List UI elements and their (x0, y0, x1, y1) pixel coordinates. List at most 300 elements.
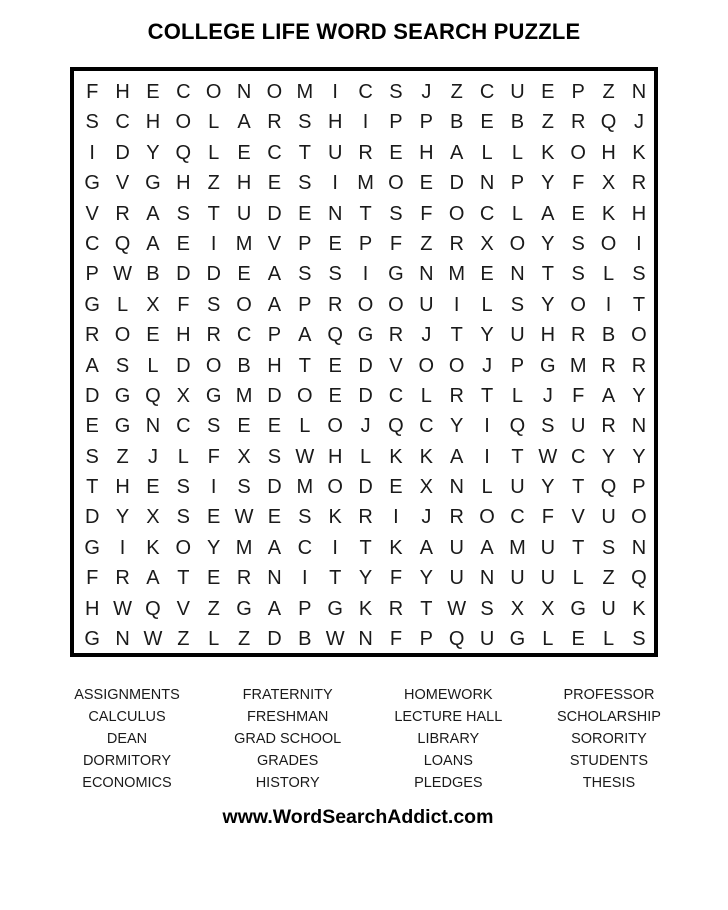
grid-cell[interactable]: S (115, 354, 130, 377)
grid-cell[interactable]: F (207, 445, 220, 468)
grid-cell[interactable]: A (237, 111, 251, 134)
grid-cell[interactable]: F (420, 202, 433, 225)
grid-cell[interactable]: L (481, 476, 493, 499)
grid-cell[interactable]: I (210, 476, 217, 499)
grid-cell[interactable]: T (298, 354, 311, 377)
grid-cell[interactable]: L (511, 202, 523, 225)
grid-cell[interactable]: X (480, 232, 494, 255)
grid-cell[interactable]: R (388, 597, 404, 620)
grid-cell[interactable]: X (146, 506, 160, 529)
grid-cell[interactable]: U (510, 476, 525, 499)
grid-cell[interactable]: W (113, 597, 132, 620)
grid-cell[interactable]: U (510, 567, 525, 590)
grid-cell[interactable]: M (296, 81, 314, 103)
grid-cell[interactable]: L (117, 293, 129, 316)
grid-cell[interactable]: K (389, 445, 403, 468)
grid-cell[interactable]: R (601, 415, 616, 438)
grid-cell[interactable]: D (449, 172, 464, 195)
grid-cell[interactable]: Q (448, 628, 465, 651)
grid-cell[interactable]: L (603, 628, 615, 651)
grid-cell[interactable]: T (572, 536, 585, 559)
grid-cell[interactable]: E (146, 81, 160, 103)
grid-cell[interactable]: N (358, 628, 373, 651)
grid-cell[interactable]: Y (450, 415, 464, 438)
grid-cell[interactable]: R (449, 384, 464, 407)
grid-cell[interactable]: O (388, 293, 404, 316)
grid-cell[interactable]: U (570, 415, 586, 438)
grid-cell[interactable]: O (175, 536, 192, 559)
grid-cell[interactable]: X (176, 384, 190, 407)
grid-cell[interactable]: G (84, 536, 100, 559)
grid-cell[interactable]: T (359, 202, 372, 225)
grid-cell[interactable]: V (85, 202, 99, 225)
grid-cell[interactable]: A (298, 324, 312, 347)
grid-cell[interactable]: N (479, 567, 495, 590)
grid-cell[interactable]: C (84, 232, 100, 255)
grid-cell[interactable]: R (267, 111, 282, 134)
grid-cell[interactable]: E (389, 476, 403, 499)
grid-cell[interactable]: P (632, 476, 646, 499)
grid-cell[interactable]: A (267, 263, 282, 286)
grid-cell[interactable]: X (237, 445, 251, 468)
grid-cell[interactable]: A (146, 567, 160, 590)
grid-cell[interactable]: D (176, 263, 191, 286)
grid-cell[interactable]: N (479, 172, 495, 195)
grid-cell[interactable]: A (450, 141, 464, 164)
grid-cell[interactable]: D (84, 506, 100, 529)
grid-cell[interactable]: T (329, 567, 342, 590)
grid-cell[interactable]: H (601, 141, 616, 164)
grid-cell[interactable]: E (328, 384, 342, 407)
grid-cell[interactable]: I (119, 536, 126, 559)
grid-cell[interactable]: L (177, 445, 189, 468)
grid-cell[interactable]: B (146, 263, 160, 286)
grid-cell[interactable]: J (360, 415, 371, 438)
grid-cell[interactable]: A (601, 384, 616, 407)
grid-cell[interactable]: R (570, 111, 586, 134)
grid-cell[interactable]: F (572, 172, 585, 195)
grid-cell[interactable]: Z (541, 111, 554, 134)
grid-cell[interactable]: T (450, 324, 463, 347)
grid-cell[interactable]: G (570, 597, 586, 620)
grid-cell[interactable]: P (571, 81, 585, 103)
grid-cell[interactable]: E (541, 81, 555, 103)
grid-cell[interactable]: I (484, 445, 490, 468)
grid-cell[interactable]: S (541, 415, 555, 438)
grid-cell[interactable]: W (447, 597, 467, 620)
grid-cell[interactable]: Y (115, 506, 130, 529)
grid-cell[interactable]: L (481, 141, 493, 164)
grid-cell[interactable]: W (234, 506, 254, 529)
grid-cell[interactable]: E (207, 506, 221, 529)
grid-cell[interactable]: L (208, 141, 220, 164)
grid-cell[interactable]: Y (480, 324, 494, 347)
grid-cell[interactable]: O (570, 293, 586, 316)
grid-cell[interactable]: R (449, 506, 464, 529)
grid-cell[interactable]: P (389, 111, 403, 134)
grid-cell[interactable]: Z (602, 567, 615, 590)
grid-cell[interactable]: I (393, 506, 399, 529)
grid-cell[interactable]: C (176, 81, 191, 103)
grid-cell[interactable]: L (572, 567, 584, 590)
grid-cell[interactable]: H (115, 476, 130, 499)
grid-cell[interactable]: Z (450, 81, 463, 103)
grid-cell[interactable]: C (479, 81, 495, 103)
grid-cell[interactable]: C (510, 506, 525, 529)
grid-cell[interactable]: U (236, 202, 252, 225)
grid-cell[interactable]: I (636, 232, 642, 255)
grid-cell[interactable]: A (146, 232, 160, 255)
grid-cell[interactable]: X (541, 597, 555, 620)
grid-cell[interactable]: C (479, 202, 495, 225)
grid-cell[interactable]: E (85, 415, 99, 438)
grid-cell[interactable]: I (605, 293, 612, 316)
grid-cell[interactable]: E (298, 202, 312, 225)
grid-cell[interactable]: D (358, 476, 373, 499)
grid-cell[interactable]: U (449, 567, 464, 590)
grid-cell[interactable]: N (419, 263, 434, 286)
grid-cell[interactable]: Q (600, 111, 617, 134)
grid-cell[interactable]: S (85, 111, 99, 134)
grid-cell[interactable]: T (632, 293, 646, 316)
grid-cell[interactable]: K (632, 141, 646, 164)
grid-cell[interactable]: H (84, 597, 100, 620)
grid-cell[interactable]: L (147, 354, 159, 377)
grid-cell[interactable]: K (358, 597, 373, 620)
grid-cell[interactable]: I (362, 263, 369, 286)
grid-cell[interactable]: C (297, 536, 313, 559)
grid-cell[interactable]: H (176, 172, 191, 195)
grid-cell[interactable]: R (388, 324, 404, 347)
grid-cell[interactable]: Y (358, 567, 373, 590)
grid-cell[interactable]: E (328, 232, 342, 255)
grid-cell[interactable]: C (176, 415, 191, 438)
grid-cell[interactable]: R (358, 141, 373, 164)
grid-cell[interactable]: S (389, 202, 403, 225)
grid-cell[interactable]: N (145, 415, 161, 438)
grid-cell[interactable]: S (267, 445, 282, 468)
grid-cell[interactable]: U (327, 141, 343, 164)
grid-cell[interactable]: R (631, 354, 647, 377)
grid-cell[interactable]: U (601, 597, 616, 620)
grid-cell[interactable]: M (235, 536, 253, 559)
grid-cell[interactable]: F (86, 567, 99, 590)
grid-cell[interactable]: A (85, 354, 99, 377)
grid-cell[interactable]: S (298, 172, 312, 195)
grid-cell[interactable]: R (631, 172, 647, 195)
grid-cell[interactable]: Q (114, 232, 131, 255)
grid-cell[interactable]: H (419, 141, 434, 164)
grid-cell[interactable]: E (176, 232, 190, 255)
grid-cell[interactable]: L (481, 293, 493, 316)
grid-cell[interactable]: T (572, 476, 585, 499)
grid-cell[interactable]: D (206, 263, 221, 286)
grid-cell[interactable]: E (267, 506, 282, 529)
grid-cell[interactable]: I (302, 567, 308, 590)
grid-cell[interactable]: S (601, 536, 616, 559)
grid-cell[interactable]: Y (632, 384, 646, 407)
grid-cell[interactable]: G (327, 597, 343, 620)
grid-cell[interactable]: F (541, 506, 554, 529)
grid-cell[interactable]: I (332, 172, 338, 195)
grid-cell[interactable]: O (479, 506, 495, 529)
grid-cell[interactable]: T (207, 202, 220, 225)
grid-cell[interactable]: P (419, 111, 433, 134)
grid-cell[interactable]: T (541, 263, 554, 286)
grid-cell[interactable]: Y (601, 445, 616, 468)
grid-cell[interactable]: V (115, 172, 130, 195)
grid-cell[interactable]: R (358, 506, 373, 529)
grid-cell[interactable]: M (357, 172, 374, 195)
grid-cell[interactable]: Y (146, 141, 160, 164)
grid-cell[interactable]: S (632, 628, 646, 651)
grid-cell[interactable]: S (85, 445, 99, 468)
grid-cell[interactable]: I (453, 293, 460, 316)
grid-cell[interactable]: I (210, 232, 217, 255)
grid-cell[interactable]: A (541, 202, 555, 225)
grid-cell[interactable]: A (419, 536, 433, 559)
grid-cell[interactable]: G (84, 172, 100, 195)
grid-cell[interactable]: R (206, 324, 221, 347)
grid-cell[interactable]: K (541, 141, 555, 164)
grid-cell[interactable]: L (299, 415, 311, 438)
grid-cell[interactable]: N (631, 415, 647, 438)
grid-cell[interactable]: E (480, 111, 494, 134)
grid-cell[interactable]: D (267, 476, 282, 499)
grid-cell[interactable]: Q (388, 415, 404, 438)
grid-cell[interactable]: D (267, 202, 282, 225)
grid-cell[interactable]: L (603, 263, 615, 286)
grid-cell[interactable]: L (208, 111, 220, 134)
grid-cell[interactable]: H (631, 202, 647, 225)
grid-cell[interactable]: U (510, 324, 525, 347)
grid-cell[interactable]: P (419, 628, 433, 651)
grid-cell[interactable]: D (267, 628, 282, 651)
grid-cell[interactable]: K (328, 506, 342, 529)
grid-cell[interactable]: W (325, 628, 345, 651)
grid-cell[interactable]: N (115, 628, 130, 651)
grid-cell[interactable]: R (601, 354, 616, 377)
grid-cell[interactable]: T (359, 536, 372, 559)
grid-cell[interactable]: H (115, 81, 130, 103)
grid-cell[interactable]: F (389, 567, 403, 590)
grid-cell[interactable]: L (420, 384, 432, 407)
grid-cell[interactable]: E (146, 324, 160, 347)
grid-cell[interactable]: C (419, 415, 434, 438)
grid-cell[interactable]: E (237, 141, 251, 164)
grid-cell[interactable]: L (208, 628, 220, 651)
grid-cell[interactable]: M (235, 232, 253, 255)
grid-cell[interactable]: G (114, 384, 131, 407)
grid-cell[interactable]: C (267, 141, 282, 164)
grid-cell[interactable]: E (571, 202, 585, 225)
grid-cell[interactable]: Q (600, 476, 617, 499)
grid-cell[interactable]: O (297, 384, 313, 407)
grid-cell[interactable]: S (480, 597, 494, 620)
grid-cell[interactable]: O (570, 141, 586, 164)
grid-cell[interactable]: Y (419, 567, 433, 590)
grid-cell[interactable]: V (571, 506, 585, 529)
grid-cell[interactable]: R (115, 202, 130, 225)
grid-cell[interactable]: B (510, 111, 525, 134)
grid-cell[interactable]: H (145, 111, 161, 134)
grid-cell[interactable]: D (115, 141, 130, 164)
grid-cell[interactable]: E (571, 628, 585, 651)
grid-cell[interactable]: O (600, 232, 617, 255)
grid-cell[interactable]: P (298, 597, 312, 620)
grid-cell[interactable]: E (237, 415, 251, 438)
grid-cell[interactable]: X (510, 597, 525, 620)
grid-cell[interactable]: R (115, 567, 130, 590)
grid-cell[interactable]: X (601, 172, 616, 195)
grid-cell[interactable]: S (571, 232, 585, 255)
grid-cell[interactable]: Q (509, 415, 526, 438)
grid-cell[interactable]: F (86, 81, 99, 103)
grid-cell[interactable]: K (389, 536, 403, 559)
grid-cell[interactable]: B (450, 111, 464, 134)
grid-cell[interactable]: S (510, 293, 525, 316)
grid-cell[interactable]: Z (207, 172, 220, 195)
grid-cell[interactable]: Q (145, 597, 161, 620)
grid-cell[interactable]: A (267, 597, 282, 620)
grid-cell[interactable]: P (510, 172, 525, 195)
grid-cell[interactable]: P (298, 232, 312, 255)
grid-cell[interactable]: Q (145, 384, 161, 407)
grid-cell[interactable]: D (358, 354, 373, 377)
grid-cell[interactable]: N (236, 81, 252, 103)
grid-cell[interactable]: B (298, 628, 312, 651)
grid-cell[interactable]: A (146, 202, 160, 225)
grid-cell[interactable]: G (84, 628, 100, 651)
grid-cell[interactable]: N (510, 263, 525, 286)
grid-cell[interactable]: S (298, 506, 312, 529)
grid-cell[interactable]: S (328, 263, 342, 286)
grid-cell[interactable]: J (542, 384, 553, 407)
grid-cell[interactable]: A (267, 536, 282, 559)
grid-cell[interactable]: J (633, 111, 644, 134)
grid-cell[interactable]: G (84, 293, 100, 316)
grid-cell[interactable]: Q (631, 567, 647, 590)
grid-cell[interactable]: O (205, 81, 222, 103)
grid-cell[interactable]: N (449, 476, 464, 499)
grid-cell[interactable]: G (388, 263, 404, 286)
grid-cell[interactable]: O (236, 293, 252, 316)
grid-cell[interactable]: E (267, 172, 282, 195)
grid-cell[interactable]: T (511, 445, 524, 468)
grid-cell[interactable]: O (357, 293, 374, 316)
grid-cell[interactable]: C (236, 324, 252, 347)
grid-cell[interactable]: M (235, 384, 253, 407)
grid-cell[interactable]: E (389, 141, 403, 164)
grid-cell[interactable]: C (388, 384, 404, 407)
grid-cell[interactable]: J (147, 445, 158, 468)
grid-cell[interactable]: E (480, 263, 494, 286)
grid-cell[interactable]: R (570, 324, 586, 347)
grid-cell[interactable]: U (479, 628, 495, 651)
grid-cell[interactable]: E (146, 476, 160, 499)
grid-cell[interactable]: T (480, 384, 494, 407)
grid-cell[interactable]: I (332, 536, 338, 559)
grid-cell[interactable]: X (419, 476, 433, 499)
grid-cell[interactable]: S (298, 263, 312, 286)
grid-cell[interactable]: Z (237, 628, 251, 651)
grid-cell[interactable]: S (207, 415, 221, 438)
grid-cell[interactable]: N (267, 567, 282, 590)
grid-cell[interactable]: H (327, 445, 343, 468)
grid-cell[interactable]: U (540, 536, 556, 559)
grid-cell[interactable]: C (115, 111, 130, 134)
grid-cell[interactable]: R (236, 567, 252, 590)
grid-cell[interactable]: J (421, 324, 432, 347)
grid-cell[interactable]: S (389, 81, 403, 103)
grid-cell[interactable]: O (631, 324, 647, 347)
grid-cell[interactable]: U (540, 567, 556, 590)
grid-cell[interactable]: O (175, 111, 192, 134)
grid-cell[interactable]: I (362, 111, 369, 134)
grid-cell[interactable]: N (631, 81, 647, 103)
grid-cell[interactable]: Z (207, 597, 220, 620)
grid-cell[interactable]: S (237, 476, 251, 499)
grid-cell[interactable]: B (237, 354, 251, 377)
grid-cell[interactable]: N (631, 536, 647, 559)
grid-cell[interactable]: O (266, 81, 283, 103)
grid-cell[interactable]: Q (327, 324, 343, 347)
grid-cell[interactable]: H (267, 354, 282, 377)
grid-cell[interactable]: Y (632, 445, 646, 468)
grid-cell[interactable]: E (207, 567, 221, 590)
grid-cell[interactable]: W (295, 445, 315, 468)
grid-cell[interactable]: E (267, 415, 282, 438)
grid-cell[interactable]: I (332, 81, 338, 103)
grid-cell[interactable]: N (327, 202, 343, 225)
grid-cell[interactable]: G (509, 628, 526, 651)
grid-cell[interactable]: R (327, 293, 343, 316)
grid-cell[interactable]: F (389, 628, 403, 651)
grid-cell[interactable]: P (510, 354, 525, 377)
grid-cell[interactable]: Z (116, 445, 129, 468)
grid-cell[interactable]: Y (541, 232, 555, 255)
grid-cell[interactable]: J (421, 506, 432, 529)
grid-cell[interactable]: G (540, 354, 556, 377)
grid-cell[interactable]: U (510, 81, 525, 103)
grid-cell[interactable]: T (420, 597, 433, 620)
grid-cell[interactable]: S (176, 476, 190, 499)
grid-cell[interactable]: H (327, 111, 343, 134)
grid-cell[interactable]: Y (541, 476, 555, 499)
grid-cell[interactable]: G (357, 324, 374, 347)
grid-cell[interactable]: A (480, 536, 494, 559)
grid-cell[interactable]: M (569, 354, 587, 377)
grid-cell[interactable]: Z (177, 628, 190, 651)
grid-cell[interactable]: J (482, 354, 493, 377)
grid-cell[interactable]: U (449, 536, 464, 559)
grid-cell[interactable]: O (509, 232, 526, 255)
grid-cell[interactable]: P (267, 324, 282, 347)
grid-cell[interactable]: A (450, 445, 464, 468)
grid-cell[interactable]: V (267, 232, 282, 255)
grid-cell[interactable]: D (84, 384, 100, 407)
grid-cell[interactable]: F (177, 293, 190, 316)
grid-cell[interactable]: R (84, 324, 100, 347)
grid-cell[interactable]: P (298, 293, 312, 316)
grid-cell[interactable]: O (114, 324, 131, 347)
grid-cell[interactable]: K (632, 597, 646, 620)
grid-cell[interactable]: S (571, 263, 585, 286)
grid-cell[interactable]: E (328, 354, 342, 377)
grid-cell[interactable]: W (113, 263, 132, 286)
grid-cell[interactable]: G (205, 384, 222, 407)
grid-cell[interactable]: X (146, 293, 160, 316)
